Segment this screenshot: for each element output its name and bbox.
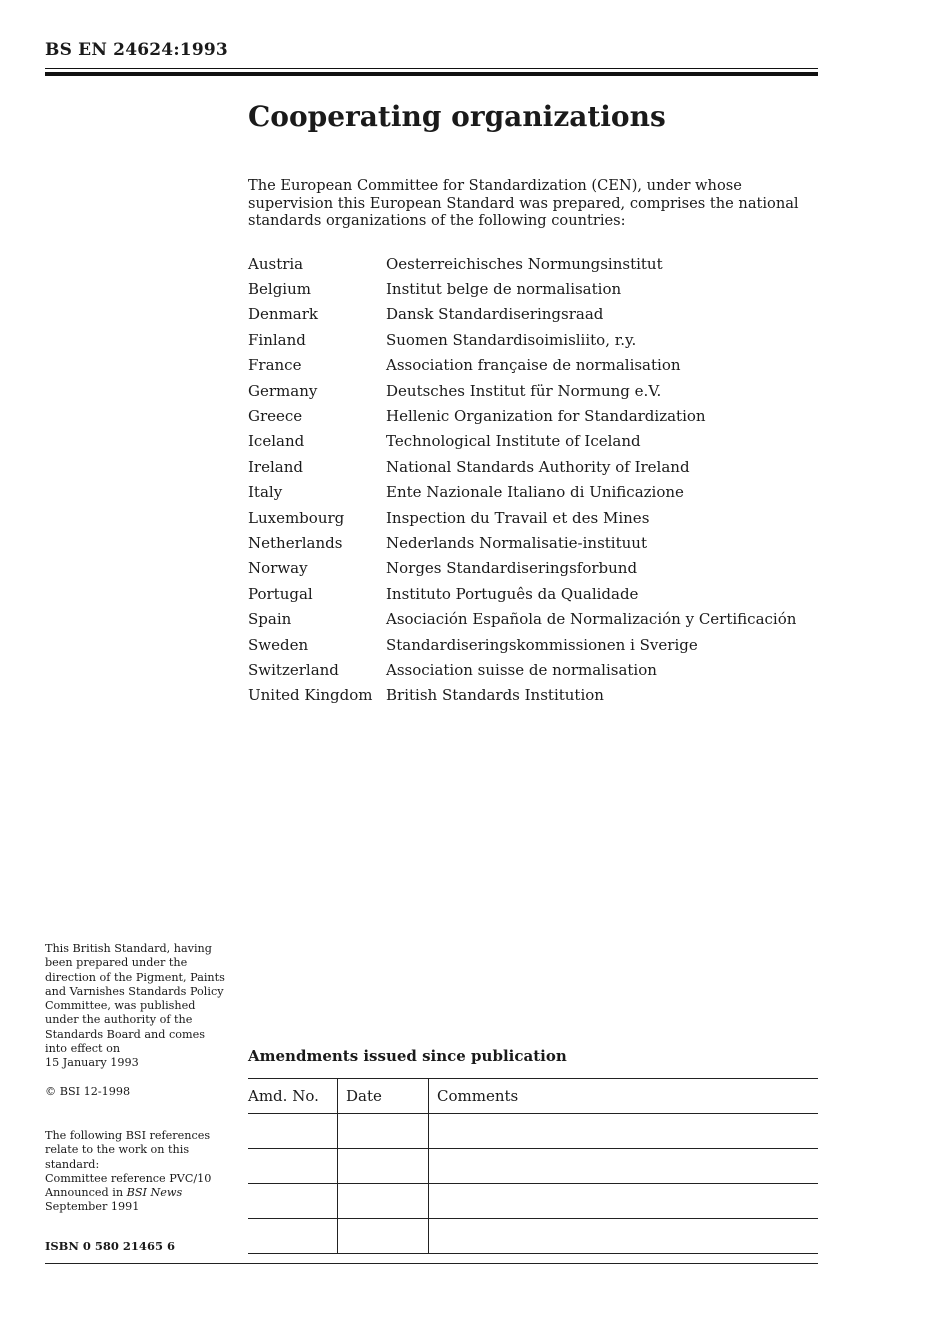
member-country: Netherlands (248, 533, 343, 552)
member-country: Belgium (248, 280, 311, 299)
copyright-line: © BSI 12-1998 (45, 1085, 131, 1098)
member-country: Finland (248, 330, 306, 349)
publication-note-line: under the authority of the (45, 1013, 193, 1027)
member-organization: Suomen Standardisoimisliito, r.y. (386, 330, 637, 349)
publication-note-line: direction of the Pigment, Paints (45, 970, 225, 984)
page-title: Cooperating organizations (248, 100, 666, 133)
amendments-header-row (248, 1079, 818, 1114)
member-organization: Standardiseringskommissionen i Sverige (386, 635, 698, 654)
member-organization: Hellenic Organization for Standardization (386, 407, 706, 426)
member-country: Ireland (248, 457, 303, 476)
amendment-row (248, 1219, 818, 1254)
publication-note-line: This British Standard, having (45, 942, 212, 955)
member-country: Denmark (248, 305, 318, 324)
member-organization: Ente Nazionale Italiano di Unificazione (386, 483, 684, 502)
isbn: ISBN 0 580 21465 6 (45, 1239, 175, 1253)
member-row (248, 556, 796, 581)
member-country: Luxembourg (248, 508, 345, 527)
column-header-amd-no: Amd. No. (248, 1079, 338, 1114)
references-line: relate to the work on this (45, 1143, 190, 1157)
bsi-references (45, 1129, 245, 1215)
amendment-date-cell (338, 1149, 429, 1184)
amendment-comments-cell (429, 1149, 819, 1184)
member-country: Portugal (248, 584, 313, 603)
member-row (248, 251, 796, 276)
member-row (248, 429, 796, 454)
amendment-number-cell (248, 1149, 338, 1184)
header-rule-thick (45, 72, 818, 76)
announced-publication: BSI News (126, 1186, 183, 1200)
amendment-comments-cell (429, 1184, 819, 1219)
amendment-row (248, 1114, 818, 1149)
amendment-row (248, 1149, 818, 1184)
member-organization: British Standards Institution (386, 686, 604, 705)
references-line: Committee reference PVC/10 (45, 1171, 212, 1185)
publication-note-line: been prepared under the (45, 956, 188, 970)
announced-prefix: Announced in (45, 1186, 127, 1200)
member-organization: Asociación Española de Normalización y Certificación (386, 610, 797, 629)
announced-date: September 1991 (45, 1200, 140, 1214)
member-row (248, 657, 796, 682)
footer-rule (45, 1263, 818, 1264)
amendment-comments-cell (429, 1114, 819, 1149)
publication-note-line: into effect on (45, 1042, 121, 1056)
member-row (248, 606, 796, 631)
references-line: The following BSI references (45, 1129, 211, 1142)
member-country: Spain (248, 610, 292, 629)
publication-note-line: Standards Board and comes (45, 1027, 205, 1041)
amendment-number-cell (248, 1219, 338, 1254)
member-organization: Dansk Standardiseringsraad (386, 305, 604, 324)
member-organization: Instituto Português da Qualidade (386, 584, 639, 603)
member-row (248, 683, 796, 708)
amendment-number-cell (248, 1184, 338, 1219)
references-line: standard: (45, 1157, 100, 1171)
member-organization: Association française de normalisation (386, 356, 681, 375)
member-row (248, 581, 796, 606)
member-row (248, 454, 796, 479)
amendment-row (248, 1184, 818, 1219)
amendments-table (248, 1078, 818, 1254)
amendment-date-cell (338, 1114, 429, 1149)
member-organization: Technological Institute of Iceland (386, 432, 641, 451)
member-organization: Inspection du Travail et des Mines (386, 508, 650, 527)
member-country: Germany (248, 381, 318, 400)
member-row (248, 505, 796, 530)
member-row (248, 276, 796, 301)
member-row (248, 327, 796, 352)
member-country: Switzerland (248, 660, 339, 679)
header-rule-thin (45, 68, 818, 69)
references-text (45, 1129, 245, 1186)
member-row (248, 480, 796, 505)
member-organization: Deutsches Institut für Normung e.V. (386, 381, 662, 400)
member-country: Norway (248, 559, 308, 578)
member-row (248, 378, 796, 403)
member-row (248, 632, 796, 657)
publication-note-line: 15 January 1993 (45, 1056, 139, 1070)
member-row (248, 353, 796, 378)
amendment-number-cell (248, 1114, 338, 1149)
member-country: Iceland (248, 432, 305, 451)
publication-note (45, 942, 245, 1071)
publication-note-line: and Varnishes Standards Policy (45, 984, 224, 998)
member-organization: Institut belge de normalisation (386, 280, 622, 299)
column-header-comments: Comments (429, 1079, 819, 1114)
publication-note-line: Committee, was published (45, 999, 196, 1013)
member-country: Sweden (248, 635, 309, 654)
member-row (248, 302, 796, 327)
intro-paragraph: The European Committee for Standardization (CEN), under whose supervision this European Standard was prepared, comprises the national standards organizations of the following countries: (248, 177, 799, 229)
amendment-date-cell (338, 1184, 429, 1219)
member-organization: Association suisse de normalisation (386, 660, 657, 679)
member-organization: Norges Standardiseringsforbund (386, 559, 638, 578)
column-header-date: Date (338, 1079, 429, 1114)
member-country: United Kingdom (248, 686, 373, 705)
member-row (248, 403, 796, 428)
amendment-date-cell (338, 1219, 429, 1254)
amendments-heading: Amendments issued since publication (248, 1047, 567, 1065)
standard-number: BS EN 24624:1993 (45, 40, 228, 60)
member-organization: Nederlands Normalisatie-instituut (386, 533, 647, 552)
announced-line (45, 1186, 245, 1200)
member-country: Greece (248, 407, 303, 426)
member-organization: National Standards Authority of Ireland (386, 457, 690, 476)
member-country: Austria (248, 254, 304, 273)
member-organization: Oesterreichisches Normungsinstitut (386, 254, 663, 273)
member-country: France (248, 356, 302, 375)
member-row (248, 530, 796, 555)
member-list (248, 251, 796, 708)
amendment-comments-cell (429, 1219, 819, 1254)
member-country: Italy (248, 483, 283, 502)
